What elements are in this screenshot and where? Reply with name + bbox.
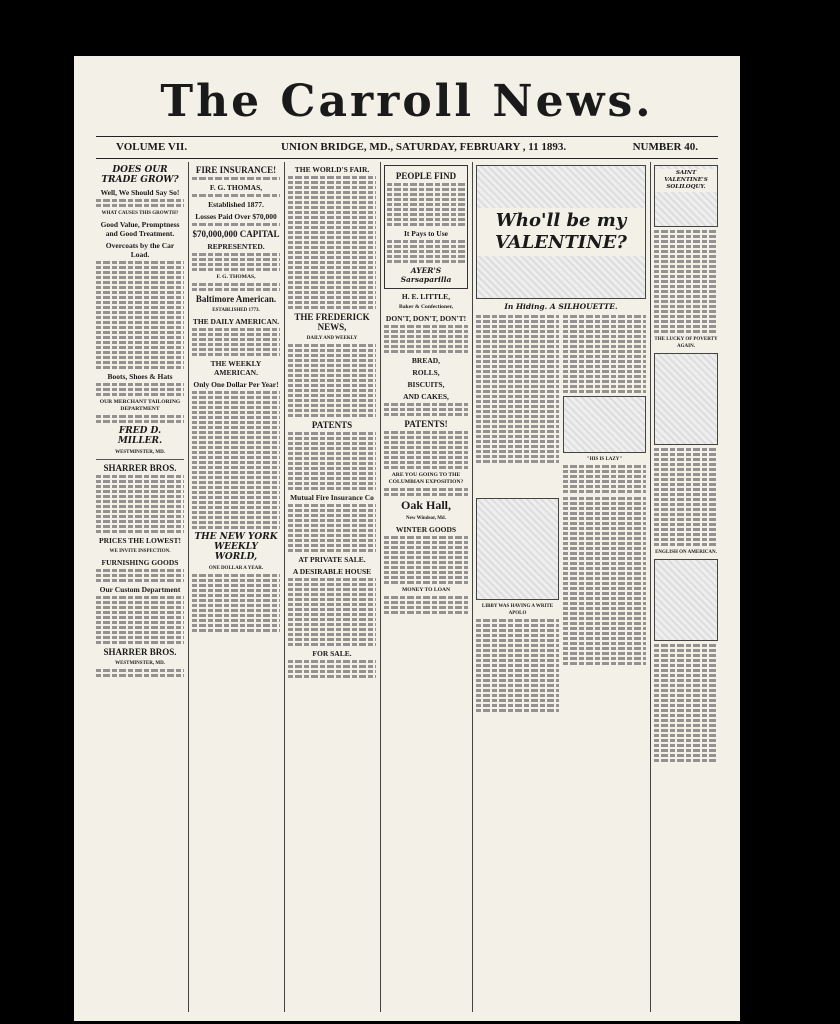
col2-weekly-american: THE WEEKLY AMERICAN. (210, 359, 262, 377)
col2-one-dollar-year: ONE DOLLAR A YEAR. (208, 566, 264, 571)
col4-ayers: AYER'S Sarsaparilla (400, 266, 452, 284)
issue-number: NUMBER 40. (632, 141, 698, 153)
col1-inspection: WE INVITE INSPECTION. (109, 549, 171, 554)
masthead-title: The Carroll News. (160, 76, 654, 127)
col4-money-loan: MONEY TO LOAN (401, 587, 451, 593)
col2-represented: REPRESENTED. (207, 242, 265, 251)
col7-soliloquy: SAINT VALENTINE'S SOLILOQUY. (655, 169, 717, 192)
column-rule (284, 162, 285, 1012)
col4-people-find: PEOPLE FIND (395, 171, 457, 181)
col2-daily-american: THE DAILY AMERICAN. (192, 317, 280, 326)
col1-miller-place: WESTMINSTER, MD. (115, 450, 165, 455)
col1-headline: DOES OUR TRADE GROW? (101, 165, 179, 185)
col1-sharrer-footer: SHARRER BROS. (103, 647, 177, 657)
col3-frederick-news: THE FREDERICK NEWS, (294, 312, 370, 332)
col3-daily-weekly: DAILY AND WEEKLY (306, 336, 358, 341)
newspaper-page (74, 56, 740, 1021)
col1-value: Good Value, Promptness and Good Treatment. (100, 220, 180, 238)
col2-capital: $70,000,000 CAPITAL (192, 229, 280, 239)
col4-biscuits: BISCUITS, (407, 380, 445, 389)
col2-thomas: F. G. THOMAS, (209, 183, 263, 192)
col2-one-dollar: Only One Dollar Per Year! (193, 380, 279, 389)
column-7 (654, 162, 718, 1012)
col3-mutual-fire: Mutual Fire Insurance Co (290, 493, 374, 502)
col1-subhead: Well, We Should Say So! (100, 188, 180, 197)
poverty-illustration (654, 353, 718, 445)
col3-for-sale: FOR SALE. (312, 649, 352, 658)
col2-established-1773: ESTABLISHED 1773. (212, 308, 260, 313)
silhouette-title: In Hiding. A SILHOUETTE. (504, 302, 618, 311)
col2-thomas-sig: F. G. THOMAS, (216, 274, 256, 280)
col3-desirable-house: A DESIRABLE HOUSE (292, 567, 372, 576)
column-5-6 (476, 162, 646, 1012)
silhouette-illustration (563, 396, 646, 453)
letter-illustration (476, 498, 559, 600)
letter-caption: LIBBY WAS HAVING A WRITE APOLO (481, 604, 554, 616)
col4-winter-goods: WINTER GOODS (395, 525, 457, 534)
masthead-rule-top (96, 136, 718, 137)
col4-bread: BREAD, (411, 356, 441, 365)
col4-oak-hall: Oak Hall, (400, 498, 451, 512)
column-2 (192, 162, 280, 1012)
col4-new-windsor: New Windsor, Md. (406, 516, 446, 521)
col1-custom: Our Custom Department (99, 585, 181, 594)
col1-overcoats: Overcoats by the Car Load. (105, 241, 175, 259)
col3-private-sale: AT PRIVATE SALE. (298, 555, 366, 564)
valentine-banner (476, 165, 646, 299)
ayers-ad (384, 165, 468, 289)
col2-established: Established 1877. (208, 200, 264, 209)
col7-poverty: THE LUCKY OF POVERTY AGAIN. (654, 337, 718, 349)
column-3 (288, 162, 376, 1012)
col7-english-american: ENGLISH ON AMERICAN. (655, 550, 717, 555)
column-4 (384, 162, 468, 1012)
col1-sharrer-title: SHARRER BROS. (103, 463, 177, 473)
col1-tailoring: OUR MERCHANT TAILORING DEPARTMENT (99, 399, 181, 412)
col2-fire-insurance: FIRE INSURANCE! (195, 165, 277, 175)
col2-losses: Losses Paid Over $70,000 (195, 212, 277, 221)
col2-ny-world: THE NEW YORK WEEKLY WORLD, (194, 532, 278, 562)
place-date: UNION BRIDGE, MD., SATURDAY, FEBRUARY , 11 1893. (281, 141, 567, 153)
col4-columbian: ARE YOU GOING TO THE COLUMBIAN EXPOSITION? (388, 472, 464, 485)
col4-dont: DON'T, DON'T, DON'T! (385, 314, 467, 323)
column-rule (188, 162, 189, 1012)
col4-little: H. E. LITTLE, (401, 292, 451, 301)
dateline (96, 141, 718, 157)
col2-baltimore-american: Baltimore American. (195, 294, 277, 304)
column-rule (472, 162, 473, 1012)
col4-cakes: AND CAKES, (403, 392, 449, 401)
valentine-banner-text: Who'll be my VALENTINE? (477, 208, 645, 256)
col1-miller-name: FRED D. MILLER. (117, 426, 163, 446)
col3-worlds-fair: THE WORLD'S FAIR. (294, 165, 370, 174)
col4-baker: Baker & Confectioner, (399, 304, 453, 310)
col4-patents: PATENTS! (404, 419, 448, 429)
col1-question: WHAT CAUSES THIS GROWTH? (101, 211, 179, 216)
col4-rolls: ROLLS, (412, 368, 440, 377)
col3-patents: PATENTS (311, 420, 353, 430)
col1-sharrer-footer-place: WESTMINSTER, MD. (115, 661, 165, 666)
column-rule (650, 162, 651, 1012)
col1-prices: PRICES THE LOWEST! (99, 536, 181, 545)
masthead-rule-bottom (96, 158, 718, 159)
volume-label: VOLUME VII. (116, 141, 188, 153)
col4-it-pays: It Pays to Use (404, 229, 448, 238)
col1-furnishing: FURNISHING GOODS (101, 558, 179, 567)
silhouette-caption-2: "HIS IS LAZY" (586, 457, 623, 462)
column-1 (96, 162, 184, 1012)
column-rule (380, 162, 381, 1012)
col1-boots: Boots, Shoes & Hats (107, 372, 173, 381)
valentine-soliloquy-art (654, 165, 718, 227)
english-american-illustration (654, 559, 718, 641)
